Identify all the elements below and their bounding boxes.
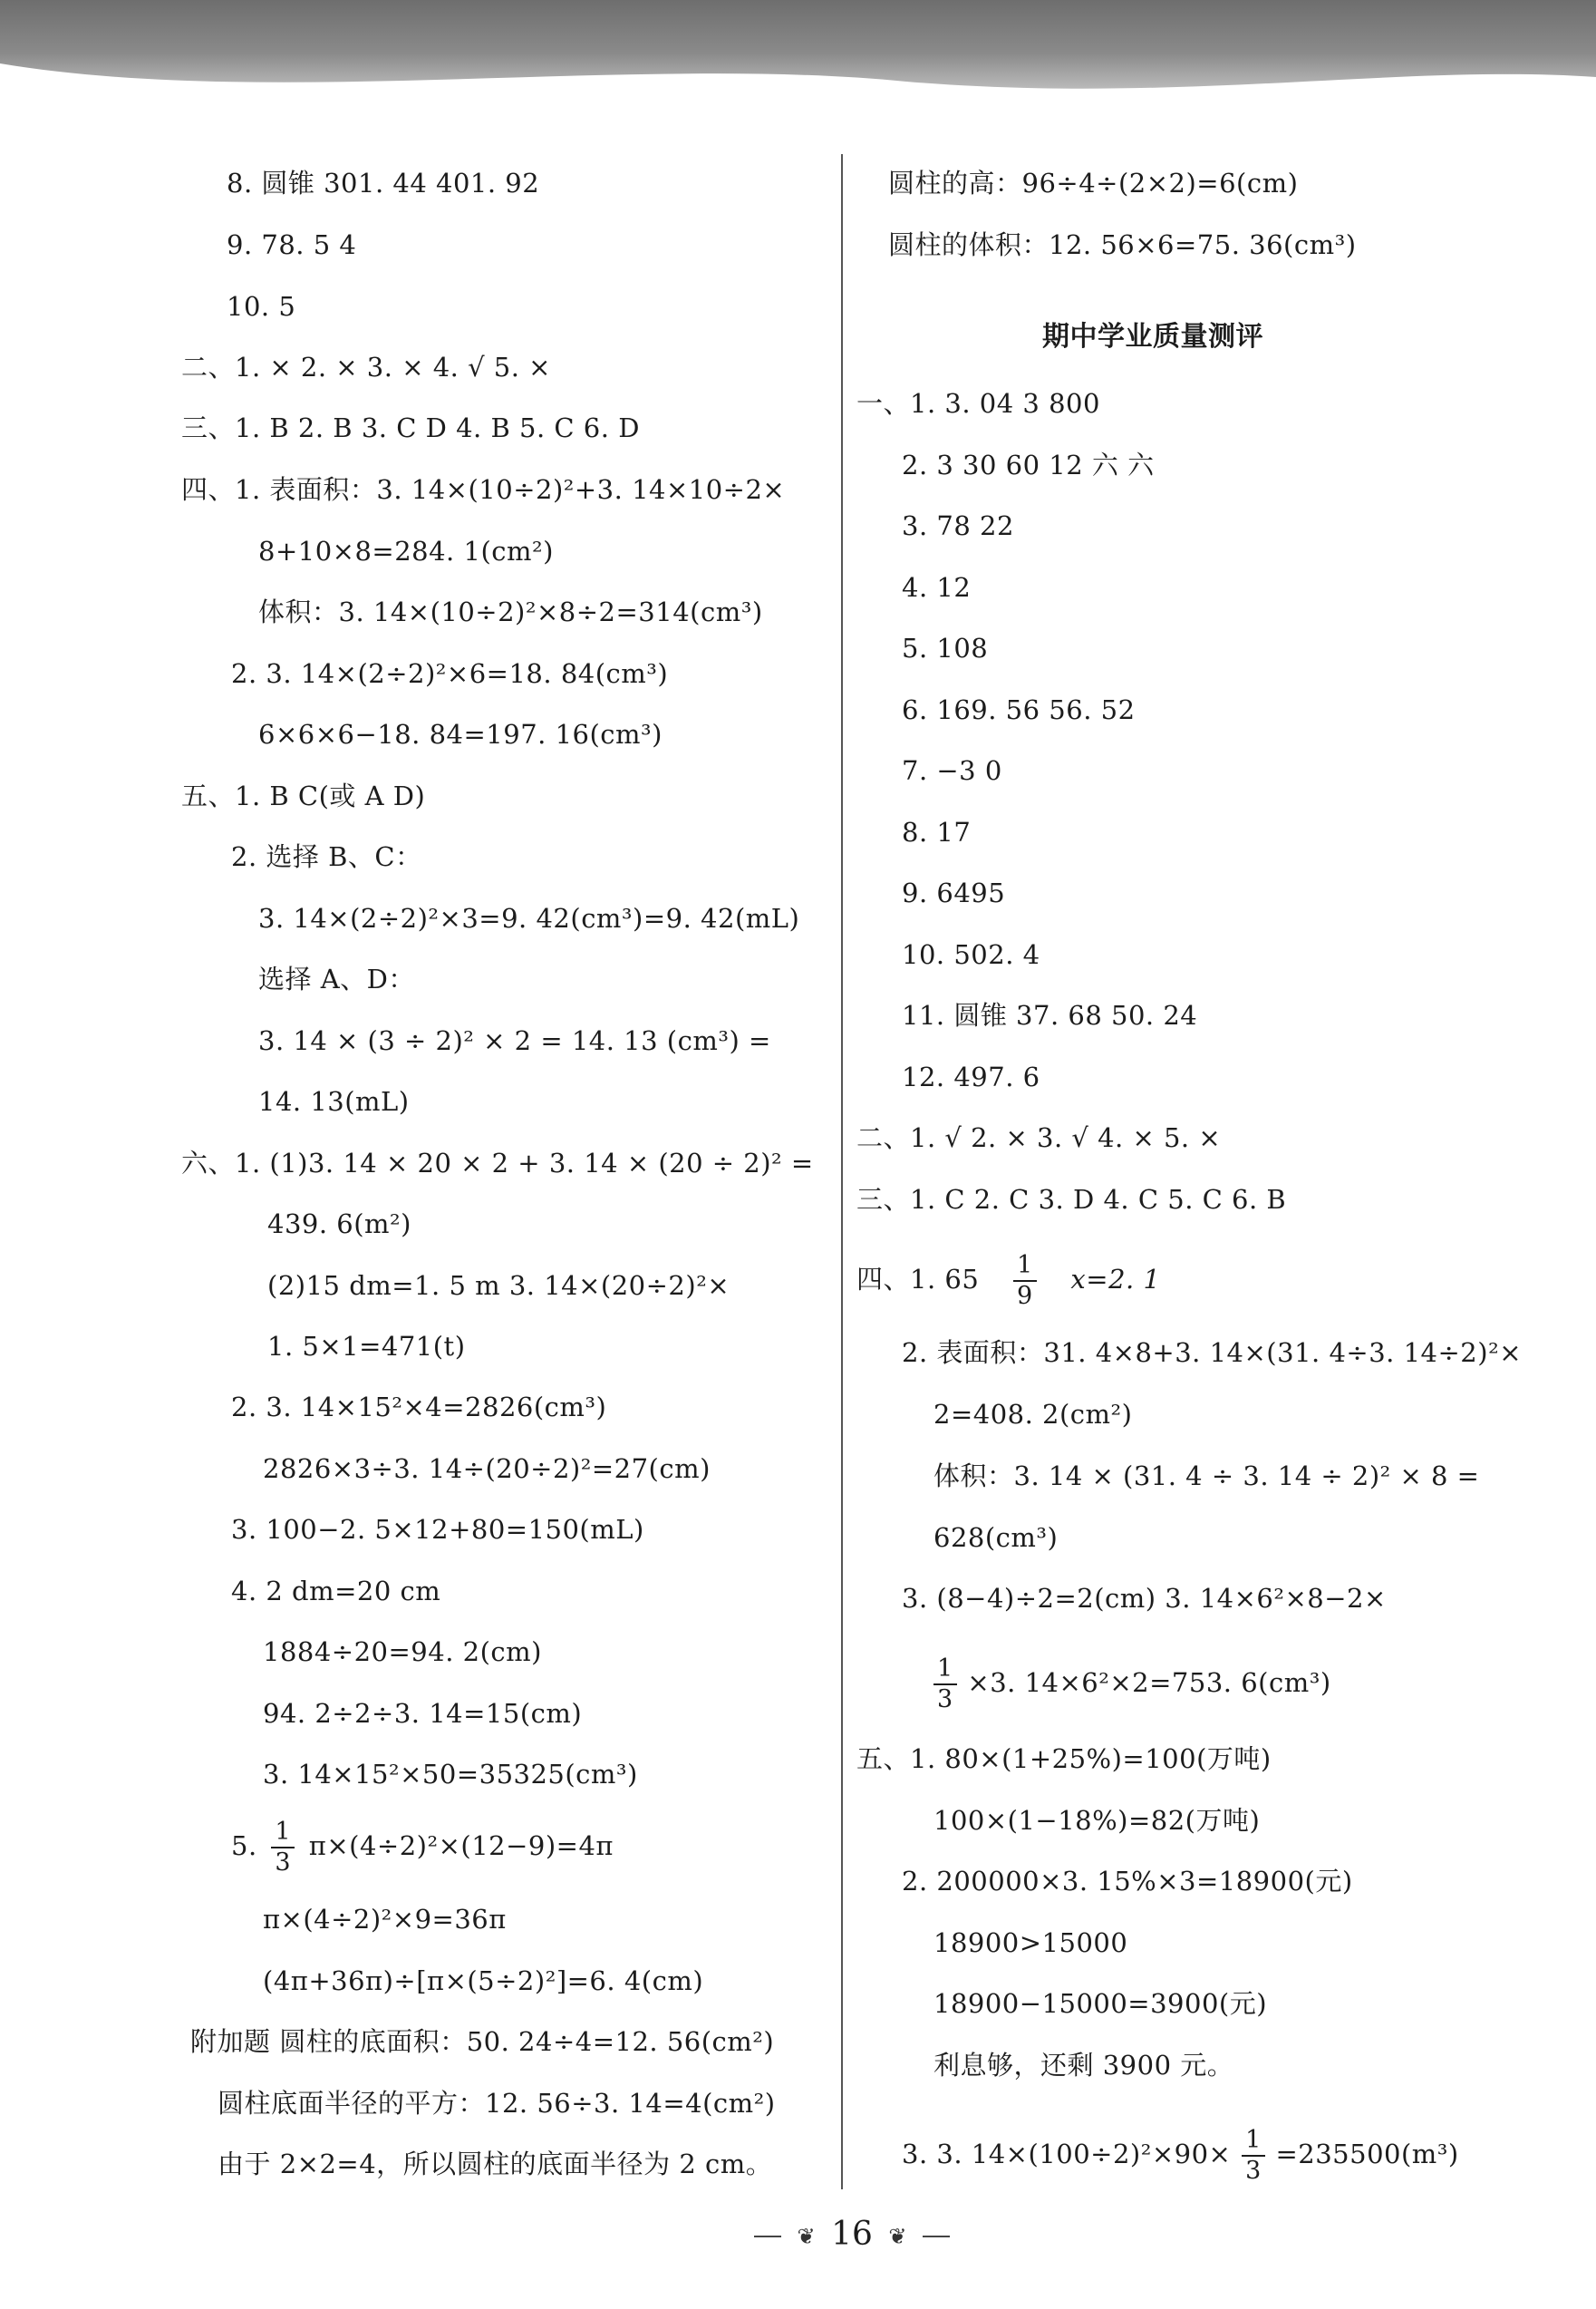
fraction-denominator: 9: [1017, 1282, 1033, 1310]
answer-line: 8. 圆锥 301. 44 401. 92: [227, 168, 540, 199]
item-number: 四、1. 65: [856, 1264, 980, 1295]
answer-line: 体积：3. 14 × (31. 4 ÷ 3. 14 ÷ 2)² × 8 =: [933, 1460, 1480, 1491]
answer-line: 6. 169. 56 56. 52: [902, 694, 1136, 725]
answer-line: 4. 12: [902, 572, 972, 603]
answer-line: 五、1. B C(或 A D): [181, 781, 426, 811]
footer-dash: [754, 2236, 781, 2237]
answer-line: (2)15 dm=1. 5 m 3. 14×(20÷2)²×: [267, 1270, 730, 1301]
answer-line: 选择 A、D：: [258, 964, 415, 994]
answer-line: 439. 6(m²): [267, 1208, 411, 1239]
column-divider: [841, 154, 843, 2189]
answer-line: 2. 200000×3. 15%×3=18900(元): [902, 1866, 1353, 1897]
answer-line: 三、1. B 2. B 3. C D 4. B 5. C 6. D: [181, 412, 640, 443]
page-footer: [716, 2212, 988, 2257]
fraction: [933, 1654, 957, 1714]
answer-line-fraction: [933, 1654, 1331, 1714]
answer-line: 2826×3÷3. 14÷(20÷2)²=27(cm): [263, 1453, 711, 1484]
answer-line: 1. 5×1=471(t): [267, 1331, 466, 1362]
answer-line: 由于 2×2=4，所以圆柱的底面半径为 2 cm。: [218, 2149, 773, 2179]
answer-line: 圆柱底面半径的平方：12. 56÷3. 14=4(cm²): [218, 2088, 776, 2119]
page-number: 16: [831, 2216, 873, 2253]
answer-line: 圆柱的高：96÷4÷(2×2)=6(cm): [888, 168, 1299, 199]
answer-line: 3. 78 22: [902, 510, 1014, 541]
answer-line: 4. 2 dm=20 cm: [231, 1576, 441, 1606]
answer-line: 2. 表面积：31. 4×8+3. 14×(31. 4÷3. 14÷2)²×: [902, 1337, 1522, 1368]
expression: 3. 3. 14×(100÷2)²×90×: [902, 2139, 1232, 2169]
answer-line: 五、1. 80×(1+25%)=100(万吨): [856, 1743, 1272, 1774]
fraction-numerator: 1: [1013, 1251, 1037, 1282]
section-heading: 期中学业质量测评: [1042, 321, 1263, 353]
footer-dash: [923, 2236, 950, 2237]
fraction-numerator: 1: [933, 1654, 957, 1685]
answer-line: 3. 14×15²×50=35325(cm³): [263, 1759, 638, 1790]
answer-line: 9. 6495: [902, 878, 1006, 908]
answer-line: 18900−15000=3900(元): [933, 1988, 1268, 2019]
fraction-denominator: 3: [937, 1685, 953, 1713]
answer-line: 3. 14 × (3 ÷ 2)² × 2 = 14. 13 (cm³) =: [258, 1025, 771, 1056]
answer-line: 利息够，还剩 3900 元。: [933, 2050, 1234, 2081]
expression: x=2. 1: [1070, 1264, 1161, 1295]
answer-line: 2. 选择 B、C：: [231, 841, 422, 872]
answer-line: π×(4÷2)²×9=36π: [263, 1904, 507, 1935]
answer-line: 1884÷20=94. 2(cm): [263, 1636, 542, 1667]
answer-line: 7. −3 0: [902, 755, 1002, 786]
answer-line: 附加题 圆柱的底面积：50. 24÷4=12. 56(cm²): [190, 2026, 775, 2057]
answer-line: 8+10×8=284. 1(cm²): [258, 536, 554, 567]
answer-line-fraction: [856, 1251, 1160, 1311]
answer-line: 6×6×6−18. 84=197. 16(cm³): [258, 719, 663, 750]
answer-line: (4π+36π)÷[π×(5÷2)²]=6. 4(cm): [263, 1965, 704, 1996]
answer-line: 3. 14×(2÷2)²×3=9. 42(cm³)=9. 42(mL): [258, 903, 800, 934]
leaf-icon: ❦: [797, 2224, 816, 2249]
answer-line: 二、1. √ 2. × 3. √ 4. × 5. ×: [856, 1122, 1222, 1153]
answer-line: 9. 78. 5 4: [227, 229, 357, 260]
answer-line: 11. 圆锥 37. 68 50. 24: [902, 1000, 1198, 1031]
wave-decoration-icon: [0, 54, 1596, 127]
leaf-icon: ❦: [888, 2224, 907, 2249]
answer-line: 一、1. 3. 04 3 800: [856, 388, 1100, 419]
expression: =235500(m³): [1275, 2139, 1459, 2169]
answer-line: 10. 502. 4: [902, 939, 1040, 970]
answer-line: 四、1. 表面积：3. 14×(10÷2)²+3. 14×10÷2×: [181, 474, 786, 505]
answer-line-fraction: [231, 1818, 614, 1877]
answer-line: 圆柱的体积：12. 56×6=75. 36(cm³): [888, 229, 1357, 260]
fraction-numerator: 1: [271, 1818, 295, 1848]
answer-line: 18900>15000: [933, 1927, 1128, 1958]
fraction: [1242, 2126, 1265, 2186]
expression: π×(4÷2)²×(12−9)=4π: [308, 1830, 614, 1861]
answer-line: 2=408. 2(cm²): [933, 1399, 1133, 1430]
answer-line: 二、1. × 2. × 3. × 4. √ 5. ×: [181, 352, 551, 383]
answer-line: 8. 17: [902, 817, 972, 848]
answer-line: 三、1. C 2. C 3. D 4. C 5. C 6. B: [856, 1184, 1287, 1215]
answer-line: 14. 13(mL): [258, 1086, 410, 1117]
top-decorative-band: [0, 0, 1596, 118]
answer-line: 12. 497. 6: [902, 1062, 1040, 1092]
answer-line: 2. 3. 14×(2÷2)²×6=18. 84(cm³): [231, 658, 669, 689]
answer-line: 六、1. (1)3. 14 × 20 × 2 + 3. 14 × (20 ÷ 2)² =: [181, 1148, 814, 1179]
answer-line: 5. 108: [902, 633, 989, 664]
fraction-numerator: 1: [1242, 2126, 1265, 2157]
answer-line: 3. 100−2. 5×12+80=150(mL): [231, 1514, 644, 1545]
answer-line: 3. (8−4)÷2=2(cm) 3. 14×6²×8−2×: [902, 1583, 1387, 1614]
fraction: [271, 1818, 295, 1877]
item-number: 5.: [231, 1830, 257, 1861]
fraction: [1013, 1251, 1037, 1311]
fraction-denominator: 3: [275, 1848, 292, 1877]
answer-line: 94. 2÷2÷3. 14=15(cm): [263, 1698, 583, 1729]
answer-line: 100×(1−18%)=82(万吨): [933, 1805, 1261, 1836]
expression: ×3. 14×6²×2=753. 6(cm³): [967, 1667, 1331, 1698]
answer-line: 628(cm³): [933, 1522, 1059, 1553]
answer-line: 体积：3. 14×(10÷2)²×8÷2=314(cm³): [258, 597, 763, 627]
answer-line: 2. 3 30 60 12 六 六: [902, 450, 1155, 480]
fraction-denominator: 3: [1245, 2157, 1262, 2185]
answer-line-fraction: [902, 2126, 1459, 2186]
answer-line: 10. 5: [227, 291, 296, 322]
answer-line: 2. 3. 14×15²×4=2826(cm³): [231, 1392, 607, 1422]
